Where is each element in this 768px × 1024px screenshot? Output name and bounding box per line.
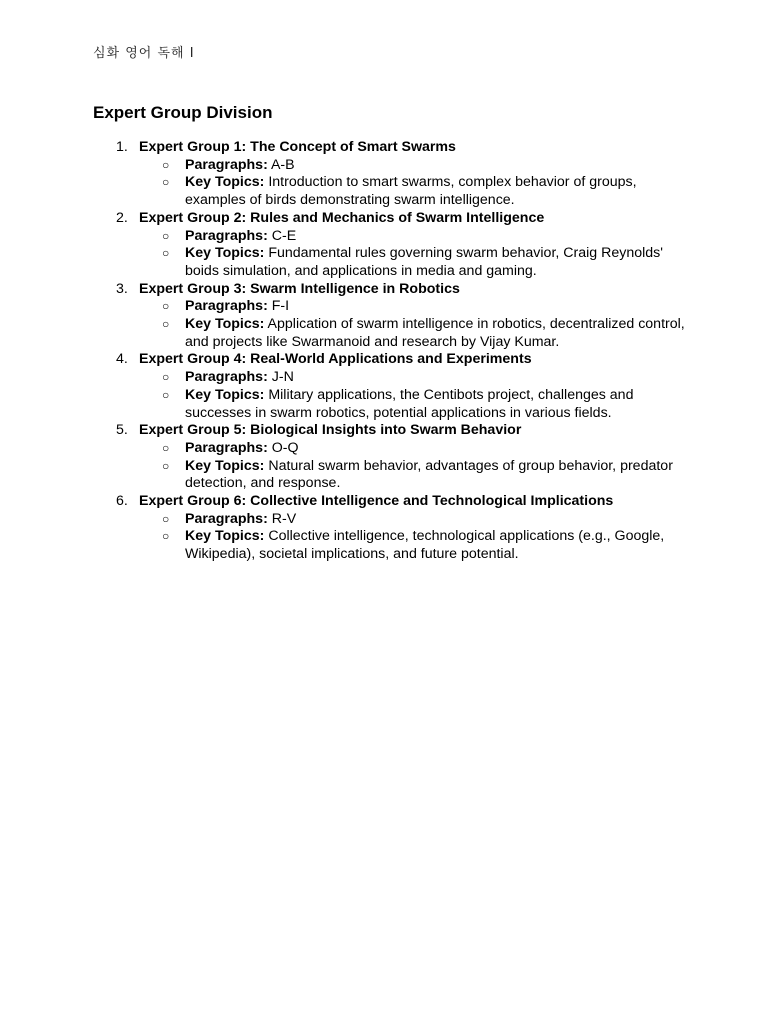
expert-group-title: Expert Group 4: Real-World Applications and Experiments	[139, 351, 532, 368]
paragraphs-label: Paragraphs:	[185, 439, 268, 456]
key-topics-value: Application of swarm intelligence in robotics, decentralized control, and projects like Swarmanoid and research by Vijay Kumar.	[185, 316, 685, 350]
key-topics-label: Key Topics:	[185, 457, 265, 474]
paragraphs-value: J-N	[271, 369, 294, 386]
key-topics-item	[139, 174, 693, 209]
key-topics-item	[139, 387, 693, 422]
key-topics-item	[139, 316, 693, 351]
list-number: 4.	[116, 351, 128, 368]
circle-bullet-icon: ○	[162, 387, 170, 402]
circle-bullet-icon: ○	[162, 299, 170, 314]
list-number: 5.	[116, 422, 128, 439]
document-title: Expert Group Division	[93, 103, 273, 122]
paragraphs-item	[139, 511, 693, 529]
circle-bullet-icon: ○	[162, 157, 170, 172]
circle-bullet-icon: ○	[162, 317, 170, 332]
expert-group-title: Expert Group 6: Collective Intelligence and Technological Implications	[139, 493, 614, 510]
key-topics-label: Key Topics:	[185, 245, 265, 262]
paragraphs-item	[139, 369, 693, 387]
key-topics-item	[139, 245, 693, 280]
paragraphs-item	[139, 228, 693, 246]
group-details	[139, 157, 693, 210]
paragraphs-item	[139, 298, 693, 316]
expert-group-item	[93, 422, 693, 493]
circle-bullet-icon: ○	[162, 370, 170, 385]
key-topics-value: Fundamental rules governing swarm behavior, Craig Reynolds' boids simulation, and applications in media and gaming.	[185, 245, 663, 279]
group-details	[139, 511, 693, 564]
key-topics-item	[139, 528, 693, 563]
paragraphs-item	[139, 157, 693, 175]
list-number: 2.	[116, 209, 128, 226]
expert-group-item	[93, 493, 693, 564]
expert-group-list	[93, 139, 693, 564]
expert-group-title: Expert Group 5: Biological Insights into Swarm Behavior	[139, 422, 522, 439]
group-details	[139, 369, 693, 422]
expert-group-title: Expert Group 3: Swarm Intelligence in Robotics	[139, 280, 460, 297]
list-number: 1.	[116, 139, 128, 155]
paragraphs-label: Paragraphs:	[185, 156, 268, 173]
key-topics-label: Key Topics:	[185, 386, 265, 403]
paragraphs-value: F-I	[271, 298, 290, 315]
page-header: 심화 영어 독해 I	[93, 46, 195, 61]
group-details	[139, 440, 693, 493]
expert-group-item	[93, 281, 693, 352]
circle-bullet-icon: ○	[162, 458, 170, 473]
key-topics-label: Key Topics:	[185, 316, 265, 333]
group-details	[139, 228, 693, 281]
paragraphs-value: O-Q	[271, 439, 299, 456]
paragraphs-label: Paragraphs:	[185, 227, 268, 244]
circle-bullet-icon: ○	[162, 440, 170, 455]
expert-group-title: Expert Group 1: The Concept of Smart Swarms	[139, 139, 456, 155]
paragraphs-label: Paragraphs:	[185, 510, 268, 527]
list-number: 6.	[116, 493, 128, 510]
expert-group-item	[93, 139, 693, 210]
key-topics-value: Introduction to smart swarms, complex behavior of groups, examples of birds demonstrating swarm intelligence.	[185, 174, 637, 209]
key-topics-value: Military applications, the Centibots project, challenges and successes in swarm robotics, potential applications in various fields.	[185, 386, 634, 421]
circle-bullet-icon: ○	[162, 511, 170, 526]
circle-bullet-icon: ○	[162, 529, 170, 544]
key-topics-item	[139, 458, 693, 493]
expert-group-item	[93, 210, 693, 281]
paragraphs-item	[139, 440, 693, 458]
circle-bullet-icon: ○	[162, 246, 170, 261]
paragraphs-label: Paragraphs:	[185, 298, 268, 315]
paragraphs-value: C-E	[271, 227, 297, 244]
expert-group-item	[93, 351, 693, 422]
paragraphs-value: A-B	[270, 156, 295, 173]
circle-bullet-icon: ○	[162, 175, 170, 190]
paragraphs-value: R-V	[271, 510, 297, 527]
key-topics-label: Key Topics:	[185, 528, 265, 545]
list-number: 3.	[116, 280, 128, 297]
key-topics-value: Natural swarm behavior, advantages of group behavior, predator detection, and response.	[185, 457, 673, 492]
group-details	[139, 298, 693, 351]
circle-bullet-icon: ○	[162, 228, 170, 243]
expert-group-title: Expert Group 2: Rules and Mechanics of Swarm Intelligence	[139, 209, 545, 226]
key-topics-label: Key Topics:	[185, 174, 265, 191]
key-topics-value: Collective intelligence, technological applications (e.g., Google, Wikipedia), societal implications, and future potential.	[185, 528, 665, 563]
paragraphs-label: Paragraphs:	[185, 369, 268, 386]
